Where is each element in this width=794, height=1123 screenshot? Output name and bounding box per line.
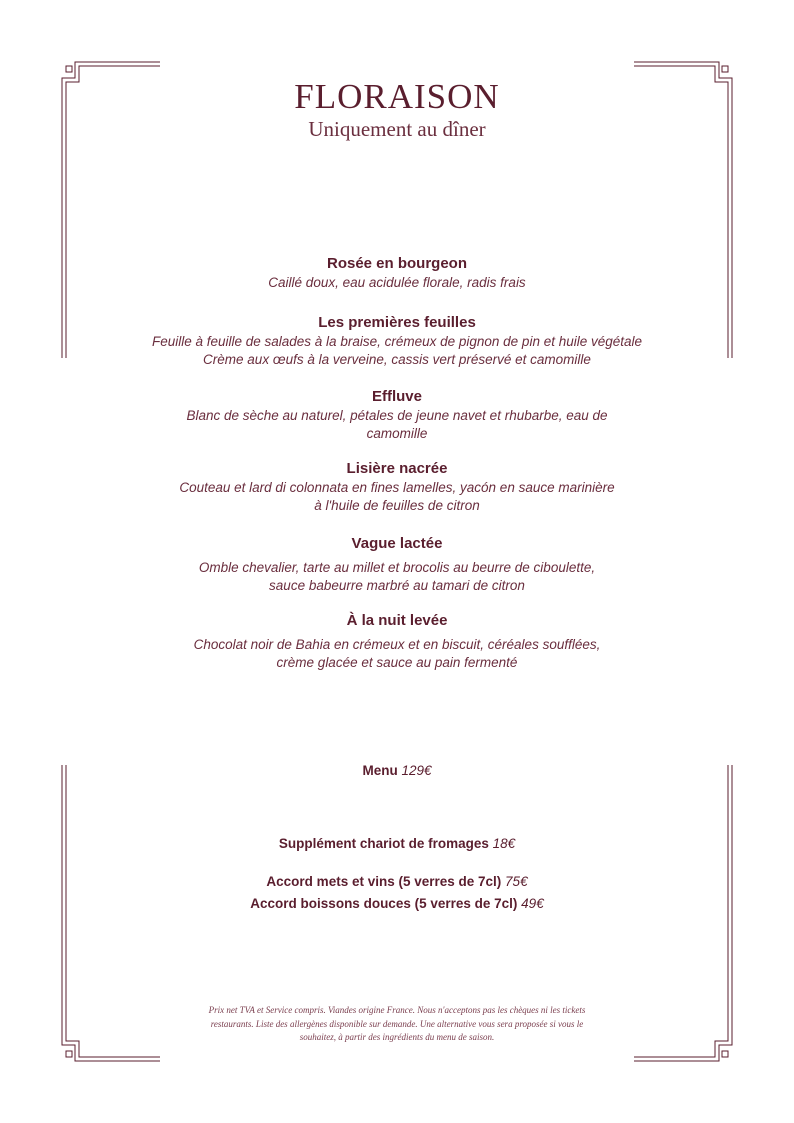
footnote-line: restaurants. Liste des allergènes disponible sur demande. Une alternative vous sera proposée si vous le	[210, 1018, 584, 1029]
soft-pairing-price	[0, 894, 794, 914]
legal-footnote	[180, 1004, 614, 1045]
wine-pairing-label: Accord mets et vins (5 verres de 7cl)	[266, 874, 502, 889]
course-lisiere-nacree	[0, 459, 794, 515]
page-subtitle: Uniquement au dîner	[308, 117, 486, 141]
page-title: FLORAISON	[294, 77, 500, 116]
course-description: Blanc de sèche au naturel, pétales de jeune navet et rhubarbe, eau de	[186, 408, 608, 423]
cheese-supplement-amount: 18€	[492, 836, 516, 851]
course-name: Vague lactée	[351, 535, 443, 552]
wine-pairing-price	[0, 872, 794, 892]
course-description: camomille	[366, 426, 428, 441]
course-name: Lisière nacrée	[346, 460, 448, 477]
wine-pairing-amount: 75€	[505, 874, 528, 889]
course-description: Chocolat noir de Bahia en crémeux et en biscuit, céréales soufflées,	[193, 637, 601, 652]
course-description: crème glacée et sauce au pain fermenté	[276, 655, 518, 670]
soft-pairing-label: Accord boissons douces (5 verres de 7cl)	[250, 896, 518, 911]
course-description: Feuille à feuille de salades à la braise, crémeux de pignon de pin et huile végétale	[151, 334, 643, 349]
course-description: à l'huile de feuilles de citron	[314, 498, 480, 513]
cheese-supplement-price	[0, 834, 794, 854]
menu-header	[0, 78, 794, 142]
course-a-la-nuit-levee	[0, 611, 794, 672]
menu-price-amount: 129€	[401, 763, 432, 778]
menu-price	[0, 761, 794, 781]
course-vague-lactee	[0, 534, 794, 595]
course-description: Omble chevalier, tarte au millet et brocolis au beurre de ciboulette,	[198, 560, 596, 575]
course-description: Caillé doux, eau acidulée florale, radis frais	[268, 275, 526, 290]
course-name: Rosée en bourgeon	[326, 255, 468, 272]
course-name: Les premières feuilles	[318, 314, 476, 331]
course-description: Crème aux œufs à la verveine, cassis vert préservé et camomille	[203, 352, 591, 367]
soft-pairing-amount: 49€	[521, 896, 544, 911]
menu-price-label: Menu	[362, 763, 398, 778]
footnote-line: Prix net TVA et Service compris. Viandes origine France. Nous n'acceptons pas les chèques ni les tickets	[208, 1005, 586, 1015]
course-les-premieres-feuilles	[0, 313, 794, 369]
course-description: Couteau et lard di colonnata en fines lamelles, yacón en sauce marinière	[179, 480, 615, 495]
footnote-line: souhaitez, à partir des ingrédients du menu de saison.	[299, 1032, 495, 1042]
course-effluve	[0, 387, 794, 443]
course-rosee-en-bourgeon	[0, 254, 794, 292]
cheese-supplement-label: Supplément chariot de fromages	[278, 836, 489, 851]
course-name: À la nuit levée	[346, 612, 448, 629]
course-name: Effluve	[371, 388, 422, 405]
course-description: sauce babeurre marbré au tamari de citron	[269, 578, 525, 593]
